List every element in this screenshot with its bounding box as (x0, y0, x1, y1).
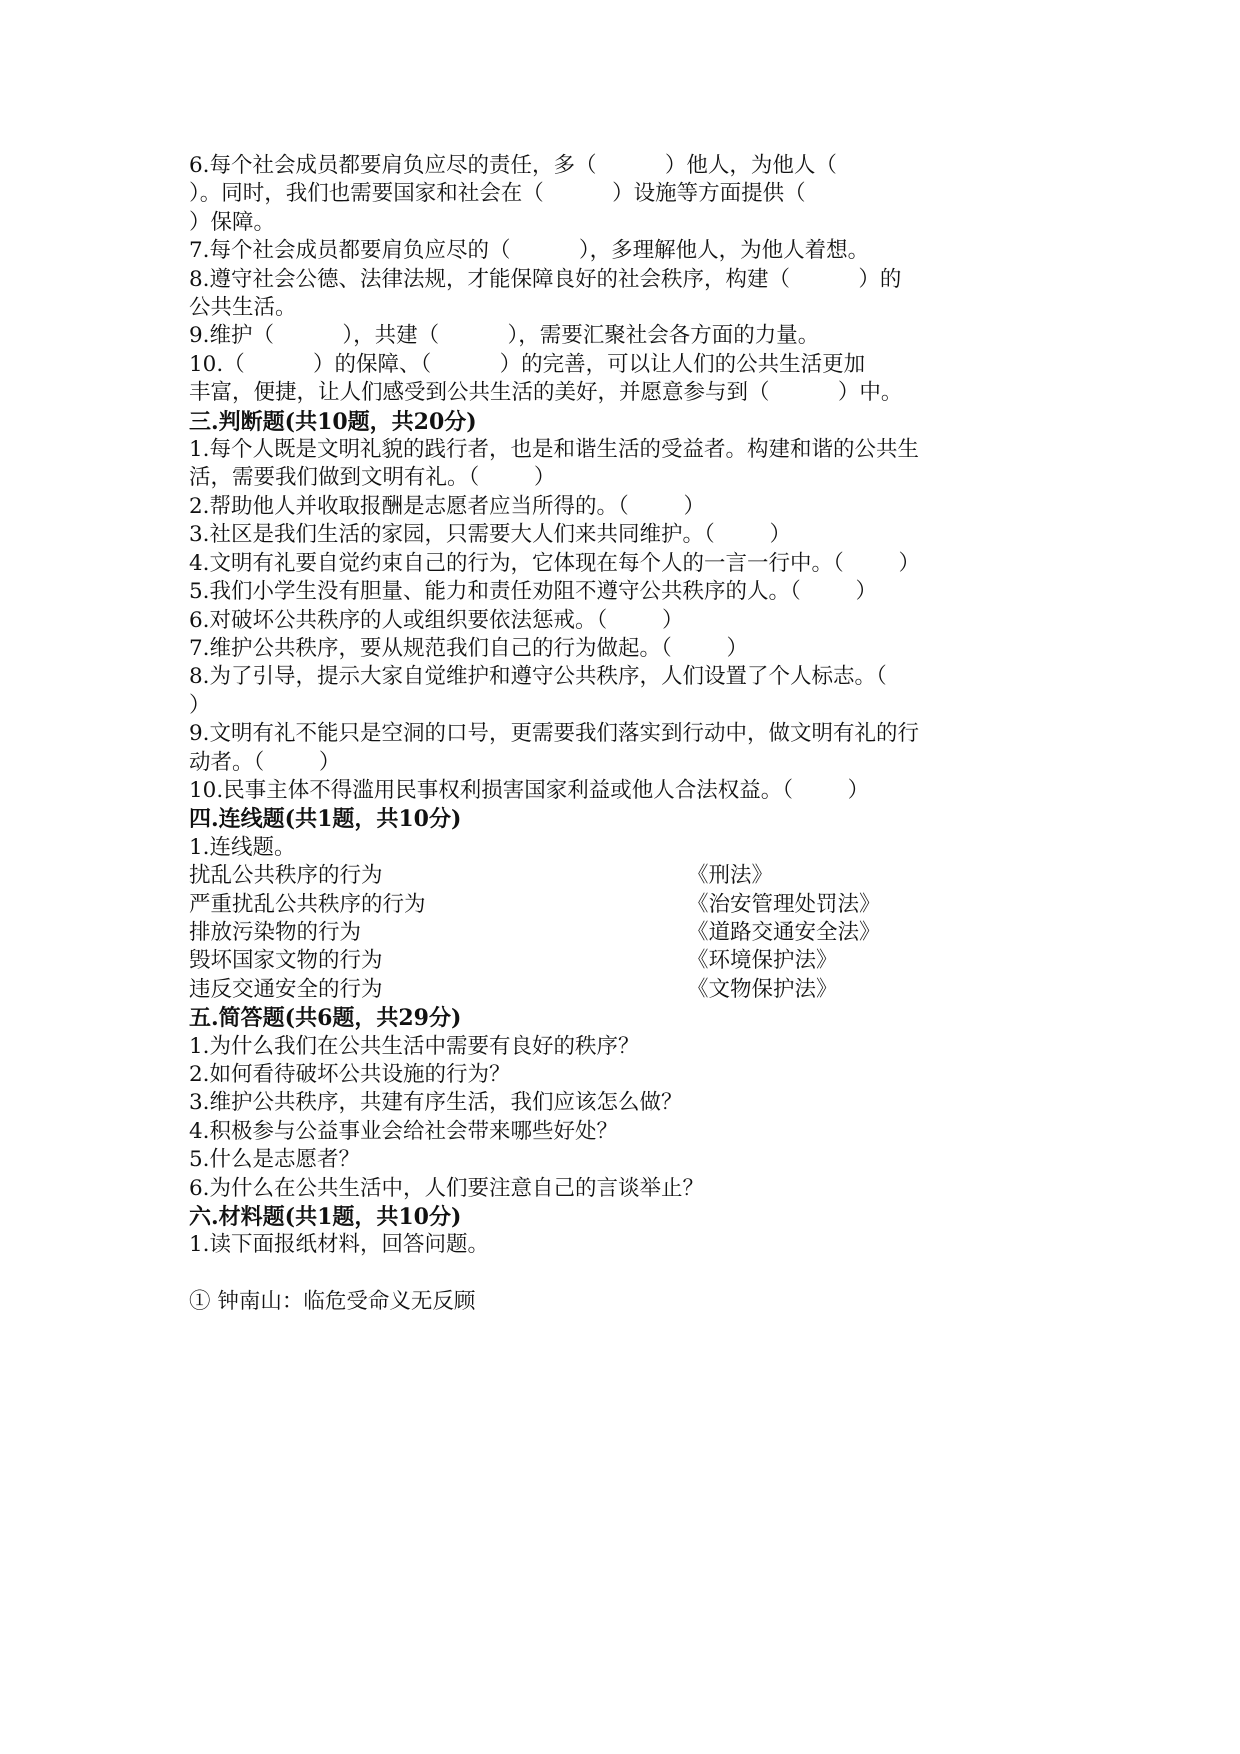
question-line: 10.民事主体不得滥用民事权利损害国家利益或他人合法权益。（ ） (189, 777, 870, 803)
question-intro: 1.读下面报纸材料，回答问题。 (189, 1232, 490, 1258)
section-heading: 六.材料题(共1题，共10分) (189, 1204, 462, 1231)
question-line: 6.对破坏公共秩序的人或组织要依法惩戒。（ ） (189, 607, 684, 633)
question-line: 9.维护（ ），共建（ ），需要汇聚社会各方面的力量。 (189, 323, 820, 349)
question-line: 1.每个人既是文明礼貌的践行者，也是和谐生活的受益者。构建和谐的公共生 (189, 437, 920, 463)
matching-row (189, 862, 1061, 890)
question-line: 5.我们小学生没有胆量、能力和责任劝阻不遵守公共秩序的人。（ ） (189, 579, 877, 605)
question-line: 4.积极参与公益事业会给社会带来哪些好处？ (189, 1118, 619, 1144)
true-false-section (189, 408, 1061, 806)
matching-row (189, 891, 1061, 919)
matching-behavior: 严重扰乱公共秩序的行为 (189, 891, 426, 917)
matching-behavior: 违反交通安全的行为 (189, 976, 383, 1002)
section-heading: 五.简答题(共6题，共29分) (189, 1005, 462, 1032)
question-line: 1.为什么我们在公共生活中需要有良好的秩序？ (189, 1033, 640, 1059)
question-line: 8.遵守社会公德、法律法规，才能保障良好的社会秩序，构建（ ）的 (189, 266, 902, 292)
question-intro: 1.连线题。 (189, 834, 296, 860)
question-line: 公共生活。 (189, 295, 297, 321)
matching-law: 《刑法》 (687, 863, 774, 889)
question-line: 6.为什么在公共生活中，人们要注意自己的言谈举止？ (189, 1175, 705, 1201)
question-line: 动者。（ ） (189, 749, 341, 775)
question-line: ）保障。 (189, 209, 276, 235)
fill-blank-tail (189, 152, 1061, 408)
question-line: 5.什么是志愿者？ (189, 1147, 361, 1173)
matching-law: 《治安管理处罚法》 (687, 891, 881, 917)
question-line: 10.（ ）的保障、（ ）的完善，可以让人们的公共生活更加 (189, 351, 866, 377)
matching-behavior: 毁坏国家文物的行为 (189, 948, 383, 974)
question-line: 3.维护公共秩序，共建有序生活，我们应该怎么做？ (189, 1090, 683, 1116)
matching-law: 《文物保护法》 (687, 976, 838, 1002)
matching-behavior: 扰乱公共秩序的行为 (189, 863, 383, 889)
question-line: 4.文明有礼要自觉约束自己的行为，它体现在每个人的一言一行中。（ ） (189, 550, 920, 576)
question-line: 活，需要我们做到文明有礼。（ ） (189, 465, 556, 491)
question-line: 6.每个社会成员都要肩负应尽的责任，多（ ）他人，为他人（ (189, 153, 837, 178)
short-answer-section (189, 1004, 1061, 1203)
material-section (189, 1203, 1061, 1316)
section-heading: 四.连线题(共1题，共10分) (189, 806, 462, 833)
question-line: ） (189, 692, 211, 718)
question-line: 3.社区是我们生活的家园，只需要大人们来共同维护。（ ） (189, 522, 791, 548)
matching-law: 《环境保护法》 (687, 948, 838, 974)
question-line: 丰富，便捷，让人们感受到公共生活的美好，并愿意参与到（ ）中。 (189, 380, 903, 406)
matching-row (189, 947, 1061, 975)
matching-behavior: 排放污染物的行为 (189, 919, 362, 945)
material-title: ① 钟南山：临危受命义无反顾 (189, 1288, 476, 1314)
question-line: ）。同时，我们也需要国家和社会在（ ）设施等方面提供（ (189, 181, 806, 207)
exam-page (189, 152, 1061, 1316)
question-line: 9.文明有礼不能只是空洞的口号，更需要我们落实到行动中，做文明有礼的行 (189, 721, 920, 747)
question-line: 2.帮助他人并收取报酬是志愿者应当所得的。（ ） (189, 493, 705, 519)
section-heading: 三.判断题(共10题，共20分) (189, 408, 477, 435)
matching-section (189, 805, 1061, 1004)
question-line: 7.维护公共秩序，要从规范我们自己的行为做起。（ ） (189, 635, 748, 661)
question-line: 8.为了引导，提示大家自觉维护和遵守公共秩序，人们设置了个人标志。（ (189, 664, 887, 690)
matching-law: 《道路交通安全法》 (687, 919, 881, 945)
matching-row (189, 919, 1061, 947)
matching-row (189, 976, 1061, 1004)
spacer (189, 1260, 1061, 1288)
question-line: 7.每个社会成员都要肩负应尽的（ ），多理解他人，为他人着想。 (189, 238, 870, 264)
question-line: 2.如何看待破坏公共设施的行为？ (189, 1062, 511, 1087)
